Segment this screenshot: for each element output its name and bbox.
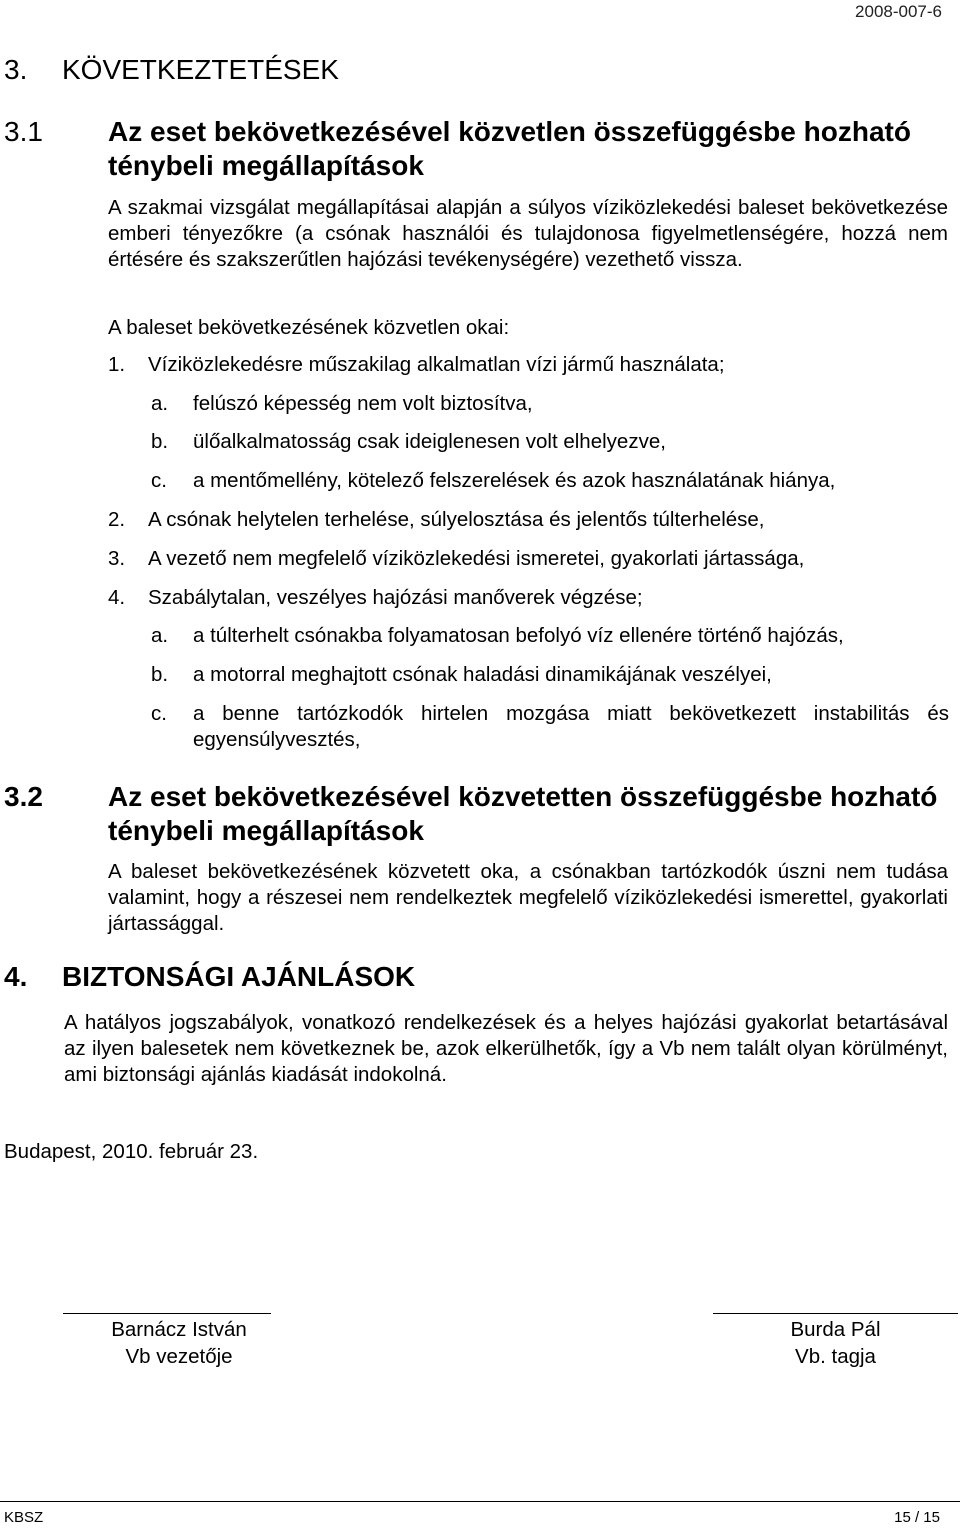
list-item: b. ülőalkalmatosság csak ideiglenesen volt elhelyezve, [151, 430, 666, 453]
indirect-cause-paragraph: A baleset bekövetkezésének közvetett oka, a csónakban tartózkodók úszni nem tudása valamint, hogy a részesei nem rendelkeztek megfelelő víziközlekedési ismerettel, gyakorlati jártassággal. [108, 860, 948, 935]
footer-org: KBSZ [4, 1509, 44, 1526]
section-3-heading [4, 54, 339, 86]
section-title: BIZTONSÁGI AJÁNLÁSOK [62, 961, 416, 992]
signature-line [713, 1313, 958, 1314]
causes-intro: A baleset bekövetkezésének közvetlen okai: [108, 316, 510, 339]
signer-name: Barnácz István [111, 1318, 247, 1341]
section-3-1-heading [4, 115, 954, 183]
section-title: KÖVETKEZTETÉSEK [62, 54, 339, 85]
signature-block [63, 1316, 295, 1370]
list-item: c. a benne tartózkodók hirtelen mozgása miatt bekövetkezett instabilitás és egyensúlyvesztés, [151, 702, 949, 751]
page-number: 15 / 15 [894, 1509, 940, 1526]
list-item: 1. Víziközlekedésre műszakilag alkalmatlan vízi jármű használata; [108, 353, 725, 376]
signature-line [63, 1313, 271, 1314]
list-item: a. felúszó képesség nem volt biztosítva, [151, 392, 533, 415]
footer-divider [0, 1501, 960, 1502]
section-title: Az eset bekövetkezésével közvetlen összefüggésbe hozható ténybeli megállapítások [108, 116, 911, 181]
signer-name: Burda Pál [790, 1318, 881, 1341]
signer-role: Vb. tagja [795, 1345, 876, 1368]
section-number: 3. [4, 54, 28, 85]
findings-paragraph: A szakmai vizsgálat megállapításai alapján a súlyos víziközlekedési baleset bekövetkezése emberi tényezőkre (a csónak használói és tulajdonosa figyelmetlenségére, hozzá nem értésére és szakszerűtlen hajózási tevékenységére) vezethető vissza. [108, 196, 948, 271]
place-date: Budapest, 2010. február 23. [4, 1140, 259, 1163]
document-id: 2008-007-6 [855, 2, 942, 21]
list-item: a. a túlterhelt csónakba folyamatosan befolyó víz ellenére történő hajózás, [151, 624, 844, 647]
list-item: 3. A vezető nem megfelelő víziközlekedési ismeretei, gyakorlati jártassága, [108, 547, 805, 570]
list-item: 2. A csónak helytelen terhelése, súlyelosztása és jelentős túlterhelése, [108, 508, 765, 531]
list-item: b. a motorral meghajtott csónak haladási dinamikájának veszélyei, [151, 663, 772, 686]
signer-role: Vb vezetője [125, 1345, 233, 1368]
section-number: 3.1 [4, 116, 43, 147]
section-number: 3.2 [4, 781, 43, 812]
signature-block [713, 1316, 958, 1370]
section-title: Az eset bekövetkezésével közvetetten összefüggésbe hozható ténybeli megállapítások [108, 781, 938, 846]
section-number: 4. [4, 961, 28, 992]
section-3-2-heading [4, 780, 954, 848]
section-4-heading [4, 961, 415, 993]
list-item: 4. Szabálytalan, veszélyes hajózási manőverek végzése; [108, 586, 643, 609]
list-item: c. a mentőmellény, kötelező felszerelések és azok használatának hiánya, [151, 469, 836, 492]
recommendations-paragraph: A hatályos jogszabályok, vonatkozó rendelkezések és a helyes hajózási gyakorlat betartásával az ilyen balesetek nem következnek be, azok elkerülhetők, így a Vb nem talált olyan körülményt, ami biztonsági ajánlás kiadását indokolná. [64, 1011, 948, 1086]
